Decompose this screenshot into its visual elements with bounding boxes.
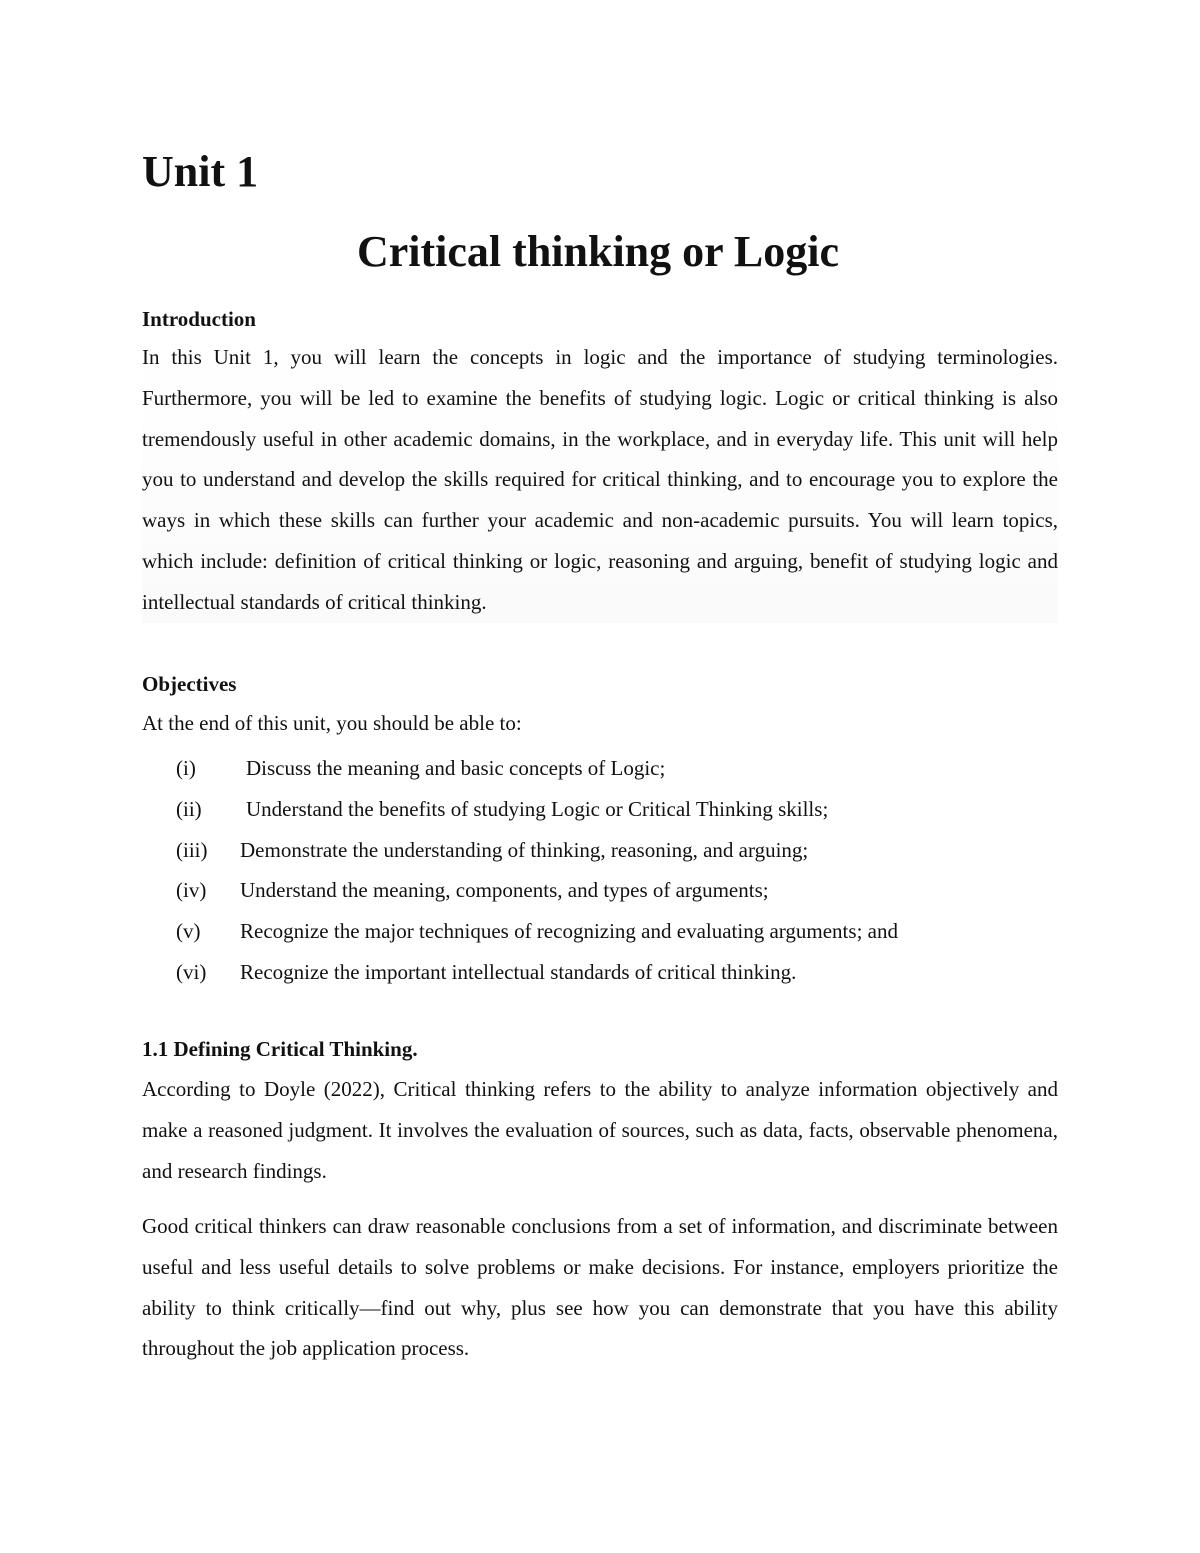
objective-number: (iii) [176,837,208,862]
introduction-heading: Introduction [142,307,256,331]
objective-text: Recognize the major techniques of recognizing and evaluating arguments; and [240,919,898,944]
objective-item [142,911,1058,952]
objective-number: (i) [176,756,196,780]
objectives-list [142,748,1058,993]
objective-item [142,748,1058,789]
objective-item [142,870,1058,911]
unit-title: Unit 1 [142,147,259,196]
introduction-paragraph: In this Unit 1, you will learn the concepts in logic and the importance of studying terminologies. Furthermore, you will be led to examine the benefits of studying logic. Logic or critical thinking is also tremendously useful in other academic domains, in the workplace, and in everyday life. This unit will help you to understand and develop the skills required for critical thinking, and to encourage you to explore the ways in which these skills can further your academic and non-academic pursuits. You will learn topics, which include: definition of critical thinking or logic, reasoning and arguing, benefit of studying logic and intellectual standards of critical thinking. [142,337,1058,623]
objective-text: Understand the meaning, components, and types of arguments; [240,878,769,903]
section-1-1-heading: 1.1 Defining Critical Thinking. [142,1037,418,1061]
section-1-1-paragraph-2: Good critical thinkers can draw reasonable conclusions from a set of information, and discriminate between useful and less useful details to solve problems or make decisions. For instance, employers prioritize the ability to think critically—find out why, plus see how you can demonstrate that you have this ability throughout the job application process. [142,1214,1058,1361]
objective-text: Demonstrate the understanding of thinking, reasoning, and arguing; [240,837,809,862]
objectives-heading: Objectives [142,672,237,696]
objective-text: Recognize the important intellectual standards of critical thinking. [240,959,797,984]
objective-number: (v) [176,919,201,944]
objective-item [142,789,1058,830]
objective-number: (iv) [176,878,207,903]
objective-item [142,830,1058,871]
objective-number: (vi) [176,959,207,984]
section-1-1-paragraph-1: According to Doyle (2022), Critical thinking refers to the ability to analyze information objectively and make a reasoned judgment. It involves the evaluation of sources, such as data, facts, observable phenomena, and research findings. [142,1077,1058,1183]
objective-number: (ii) [176,796,202,821]
objective-text: Discuss the meaning and basic concepts of Logic; [246,756,666,780]
objectives-lead: At the end of this unit, you should be able to: [142,711,522,735]
objective-item [142,952,1058,993]
document-title: Critical thinking or Logic [357,227,839,276]
objective-text: Understand the benefits of studying Logic or Critical Thinking skills; [246,796,829,821]
